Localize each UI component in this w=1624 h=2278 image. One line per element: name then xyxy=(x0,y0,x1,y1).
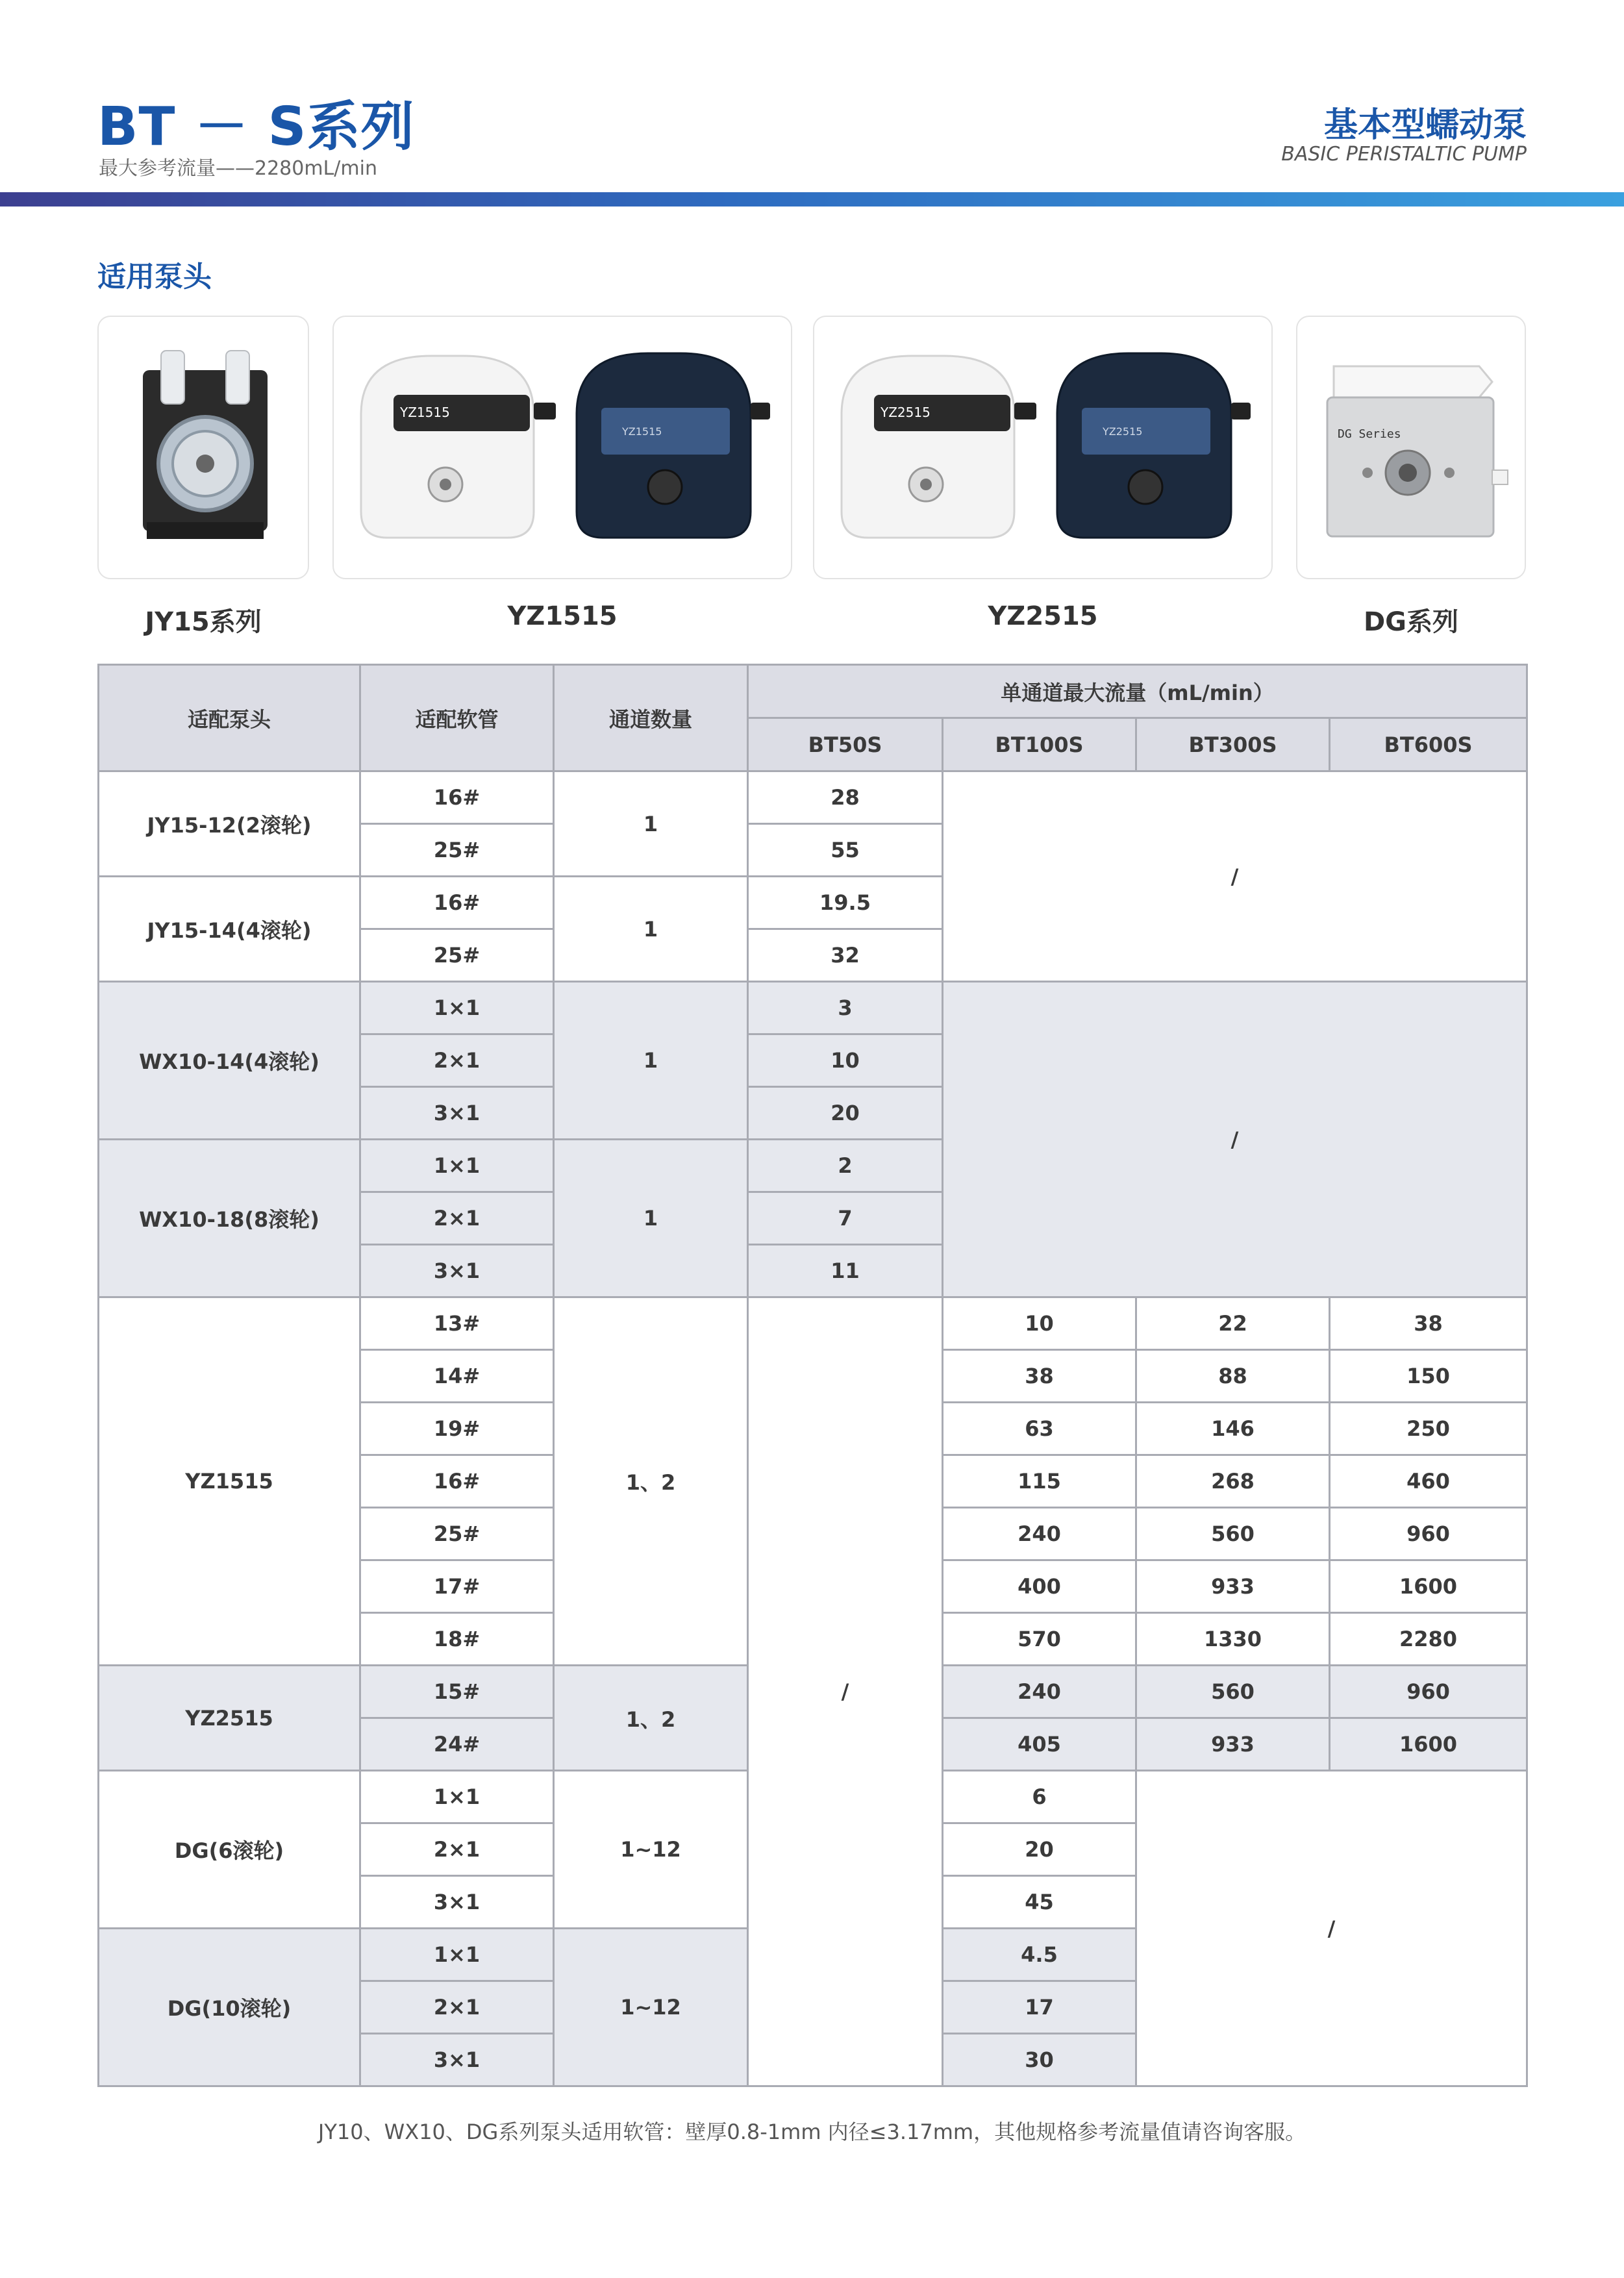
bt100s-cell: 6 xyxy=(943,1771,1136,1823)
bt50s-cell: 11 xyxy=(748,1245,943,1297)
header-bt600s: BT600S xyxy=(1330,718,1527,771)
tubing-cell: 19# xyxy=(360,1403,554,1455)
bt100s-cell: 63 xyxy=(943,1403,1136,1455)
bt300s-cell: 560 xyxy=(1136,1666,1330,1718)
tubing-cell: 3×1 xyxy=(360,1087,554,1140)
bt50s-cell: 32 xyxy=(748,929,943,982)
channels-cell: 1、2 xyxy=(554,1297,748,1666)
page-title: BT － S系列 xyxy=(97,96,415,158)
dg-plate-text: DG Series xyxy=(1338,427,1401,441)
page-subtitle: 最大参考流量——2280mL/min xyxy=(99,157,377,180)
pump-head-cell: YZ1515 xyxy=(99,1297,360,1666)
dg-pump-image xyxy=(1297,317,1526,579)
bt600s-cell: 460 xyxy=(1330,1455,1527,1508)
yz1515-black-badge: YZ1515 xyxy=(622,425,662,438)
pump-head-cell: JY15-12(2滚轮) xyxy=(99,771,360,877)
flow-rate-table xyxy=(97,664,1528,2087)
product-category-subtitle: BASIC PERISTALTIC PUMP xyxy=(1281,143,1527,166)
pump-head-cell: WX10-14(4滚轮) xyxy=(99,982,360,1140)
yz1515-white-badge: YZ1515 xyxy=(400,405,450,420)
bt100s-cell: 4.5 xyxy=(943,1929,1136,1981)
tubing-cell: 2×1 xyxy=(360,1034,554,1087)
tubing-cell: 16# xyxy=(360,877,554,929)
header-bt100s: BT100S xyxy=(943,718,1136,771)
bt100s-cell: 400 xyxy=(943,1560,1136,1613)
product-category-title: 基本型蠕动泵 xyxy=(1323,106,1527,145)
pump-head-card-dg xyxy=(1296,316,1526,579)
tubing-cell: 2×1 xyxy=(360,1192,554,1245)
bt300s-cell: 560 xyxy=(1136,1508,1330,1560)
pump-head-label-dg: DG系列 xyxy=(1363,607,1459,637)
tubing-cell: 16# xyxy=(360,1455,554,1508)
bt100s-cell: 240 xyxy=(943,1666,1136,1718)
header-bt50s: BT50S xyxy=(748,718,943,771)
bt50s-cell: 20 xyxy=(748,1087,943,1140)
yz2515-white-badge: YZ2515 xyxy=(881,405,931,420)
unavailable-cell: / xyxy=(1136,1771,1527,2086)
bt100s-cell: 20 xyxy=(943,1823,1136,1876)
bt100s-cell: 38 xyxy=(943,1350,1136,1403)
header-channels: 通道数量 xyxy=(554,665,748,771)
tubing-cell: 17# xyxy=(360,1560,554,1613)
jy15-pump-image xyxy=(99,317,309,579)
bt50s-cell: 10 xyxy=(748,1034,943,1087)
pump-head-cell: YZ2515 xyxy=(99,1666,360,1771)
channels-cell: 1、2 xyxy=(554,1666,748,1771)
bt300s-cell: 88 xyxy=(1136,1350,1330,1403)
tubing-cell: 1×1 xyxy=(360,982,554,1034)
tubing-cell: 2×1 xyxy=(360,1823,554,1876)
tubing-cell: 25# xyxy=(360,824,554,877)
pump-head-card-yz1515 xyxy=(332,316,792,579)
channels-cell: 1 xyxy=(554,982,748,1140)
header-gradient-band xyxy=(0,192,1624,207)
unavailable-cell: / xyxy=(943,982,1527,1297)
tubing-cell: 24# xyxy=(360,1718,554,1771)
tubing-cell: 2×1 xyxy=(360,1981,554,2034)
bt300s-cell: 146 xyxy=(1136,1403,1330,1455)
pump-head-cell: WX10-18(8滚轮) xyxy=(99,1140,360,1297)
header-pump-head: 适配泵头 xyxy=(99,665,360,771)
bt100s-cell: 240 xyxy=(943,1508,1136,1560)
channels-cell: 1 xyxy=(554,771,748,877)
pump-head-cell: JY15-14(4滚轮) xyxy=(99,877,360,982)
channels-cell: 1 xyxy=(554,877,748,982)
bt50s-cell: 28 xyxy=(748,771,943,824)
yz1515-pump-image xyxy=(334,317,792,579)
tubing-cell: 14# xyxy=(360,1350,554,1403)
bt600s-cell: 960 xyxy=(1330,1508,1527,1560)
pump-head-cell: DG(10滚轮) xyxy=(99,1929,360,2086)
bt300s-cell: 933 xyxy=(1136,1560,1330,1613)
tubing-cell: 13# xyxy=(360,1297,554,1350)
bt100s-cell: 45 xyxy=(943,1876,1136,1929)
yz2515-black-badge: YZ2515 xyxy=(1103,425,1143,438)
pump-head-cell: DG(6滚轮) xyxy=(99,1771,360,1929)
pump-head-label-jy15: JY15系列 xyxy=(145,607,262,637)
bt100s-cell: 10 xyxy=(943,1297,1136,1350)
bt50s-cell: 19.5 xyxy=(748,877,943,929)
tubing-cell: 16# xyxy=(360,771,554,824)
bt600s-cell: 960 xyxy=(1330,1666,1527,1718)
bt600s-cell: 150 xyxy=(1330,1350,1527,1403)
bt600s-cell: 2280 xyxy=(1330,1613,1527,1666)
bt100s-cell: 115 xyxy=(943,1455,1136,1508)
bt100s-cell: 17 xyxy=(943,1981,1136,2034)
unavailable-cell: / xyxy=(748,1297,943,2086)
tubing-cell: 3×1 xyxy=(360,1245,554,1297)
tubing-cell: 25# xyxy=(360,1508,554,1560)
bt50s-cell: 7 xyxy=(748,1192,943,1245)
bt300s-cell: 1330 xyxy=(1136,1613,1330,1666)
bt100s-cell: 570 xyxy=(943,1613,1136,1666)
tubing-cell: 25# xyxy=(360,929,554,982)
pump-head-card-jy15 xyxy=(97,316,309,579)
bt600s-cell: 38 xyxy=(1330,1297,1527,1350)
channels-cell: 1 xyxy=(554,1140,748,1297)
bt300s-cell: 933 xyxy=(1136,1718,1330,1771)
bt50s-cell: 2 xyxy=(748,1140,943,1192)
header-flow-group: 单通道最大流量（mL/min） xyxy=(748,665,1527,718)
bt50s-cell: 3 xyxy=(748,982,943,1034)
tubing-cell: 15# xyxy=(360,1666,554,1718)
header-tubing: 适配软管 xyxy=(360,665,554,771)
tubing-cell: 1×1 xyxy=(360,1140,554,1192)
pump-head-label-yz2515: YZ2515 xyxy=(988,601,1098,631)
tubing-cell: 1×1 xyxy=(360,1771,554,1823)
tubing-cell: 3×1 xyxy=(360,1876,554,1929)
bt100s-cell: 405 xyxy=(943,1718,1136,1771)
section-title: 适用泵头 xyxy=(97,260,212,294)
header-bt300s: BT300S xyxy=(1136,718,1330,771)
yz2515-pump-image xyxy=(814,317,1273,579)
unavailable-cell: / xyxy=(943,771,1527,982)
bt600s-cell: 250 xyxy=(1330,1403,1527,1455)
bt600s-cell: 1600 xyxy=(1330,1560,1527,1613)
pump-head-card-yz2515 xyxy=(813,316,1273,579)
bt100s-cell: 30 xyxy=(943,2034,1136,2086)
bt50s-cell: 55 xyxy=(748,824,943,877)
bt300s-cell: 268 xyxy=(1136,1455,1330,1508)
channels-cell: 1~12 xyxy=(554,1771,748,1929)
pump-head-label-yz1515: YZ1515 xyxy=(507,601,618,631)
tubing-cell: 3×1 xyxy=(360,2034,554,2086)
bt300s-cell: 22 xyxy=(1136,1297,1330,1350)
tubing-cell: 18# xyxy=(360,1613,554,1666)
tubing-cell: 1×1 xyxy=(360,1929,554,1981)
bt600s-cell: 1600 xyxy=(1330,1718,1527,1771)
footer-note: JY10、WX10、DG系列泵头适用软管：壁厚0.8-1mm 内径≤3.17mm，其他规格参考流量值请咨询客服。 xyxy=(318,2120,1306,2144)
channels-cell: 1~12 xyxy=(554,1929,748,2086)
